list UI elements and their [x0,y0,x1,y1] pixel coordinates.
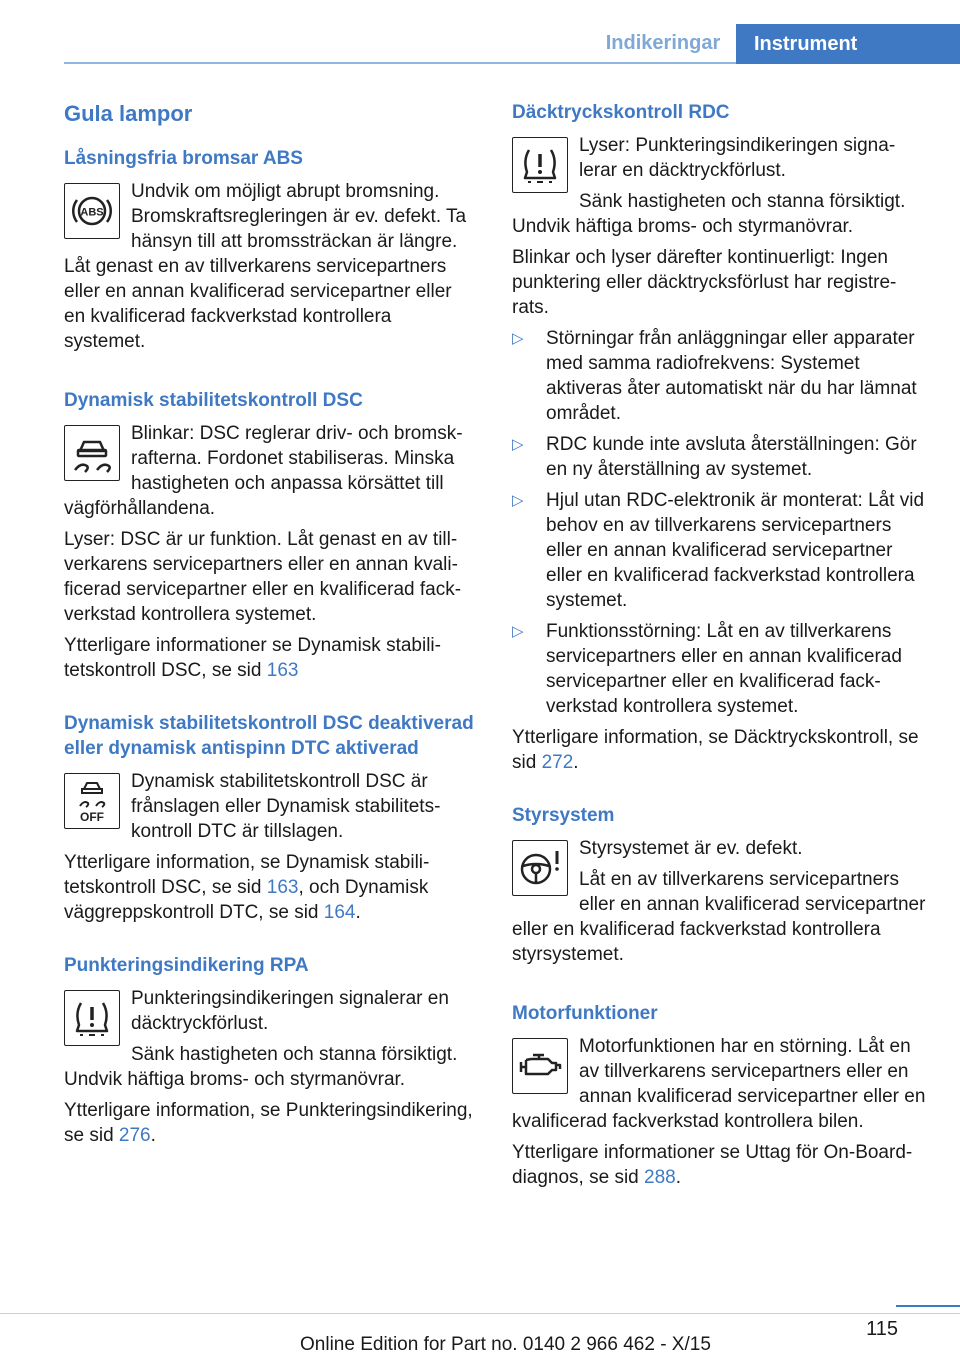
page-link[interactable]: 164 [323,902,356,923]
rpa-title: Punkteringsindikering RPA [64,955,309,976]
rpa-text-2: Sänk hastigheten och stanna försiktigt. Undvik häftiga broms- och styrmanövrar. [64,1044,458,1090]
engine-text-2: Ytterligare informationer se Uttag för On-Board-diagnos, se sid 288. [512,1142,913,1188]
abs-section [64,146,476,360]
svg-text:ABS: ABS [80,206,104,219]
dsc-off-text-2: Ytterligare information, se Dynamisk stabilitetskontroll DSC, se sid 163, och Dynamisk väggreppskontroll DTC, se sid 164. [64,852,430,923]
rpa-section [64,953,476,1148]
rdc-text-2: Sänk hastigheten och stanna försiktigt. Undvik häftiga broms- och styrmanövrar. [512,191,906,237]
list-item: ▷ Hjul utan RDC-elektronik är monterat: Låt vid behov en av tillverkarens servicepartners eller en annan kvalificerad servicepartner eller en kvalificerad fackverkstad kontrollera systemet. [512,490,925,611]
list-item: ▷ RDC kunde inte avsluta återställningen: Gör en ny återställning av systemet. [512,434,917,480]
engine-text-1: Motorfunktionen har en störning. Låt en av tillverkarens servicepartners eller en annan kvalificerad servicepartner eller en kvalificerad fackverkstad kontrollera bilen. [512,1036,926,1132]
rdc-text-1: Lyser: Punkteringsindikeringen signalerar en däcktryckförlust. [579,135,896,181]
steering-title: Styrsystem [512,805,615,826]
tire-pressure-icon [512,137,568,193]
abs-text: Undvik om möjligt abrupt bromsning. Bromskraftsregleringen är ev. defekt. Ta hänsyn till att bromssträckan är längre. Låt genast en av tillverkarens servicepartners eller en annan kvalificerad servicepartner eller en kvalificerad fackverkstad kontrollera systemet. [64,181,467,352]
footer-accent-rule [896,1305,960,1307]
triangle-bullet-icon: ▷ [512,623,524,640]
page-link[interactable]: 163 [266,660,299,681]
triangle-bullet-icon: ▷ [512,330,524,347]
tab-instrument[interactable]: Instrument [736,24,960,64]
tire-pressure-icon [64,990,120,1046]
dsc-skid-icon [64,425,120,481]
rdc-text-3: Blinkar och lyser därefter kontinuerligt: Ingen punktering eller däcktrycksförlust har registrerats. [512,247,897,318]
engine-check-icon [512,1038,568,1094]
page-link[interactable]: 276 [118,1125,151,1146]
steering-warning-icon [512,840,568,896]
abs-title: Låsningsfria bromsar ABS [64,148,303,169]
triangle-bullet-icon: ▷ [512,436,524,453]
rpa-text-1: Punkteringsindikeringen signalerar en däcktryckförlust. [131,988,449,1034]
dsc-off-section [64,711,476,925]
rdc-title: Däcktryckskontroll RDC [512,102,730,123]
right-column [512,100,926,1218]
footer-rule [0,1313,960,1314]
triangle-bullet-icon: ▷ [512,492,524,509]
dsc-text-1: Blinkar: DSC reglerar driv- och bromskrafterna. Fordonet stabiliseras. Minska hastigheten och anpassa körsättet till vägförhållandena. [64,423,463,519]
list-item: ▷ Störningar från anläggningar eller apparater med samma radiofrekvens: Systemet aktiveras åter automatiskt när du har lämnat området. [512,328,917,424]
dsc-section [64,388,476,683]
dsc-off-title: Dynamisk stabilitetskontroll DSC deaktiverad eller dynamisk antispinn DTC aktiverad [64,713,474,759]
page-link[interactable]: 163 [266,877,299,898]
rdc-text-4: Ytterligare information, se Däcktryckskontroll, se sid 272. [512,727,919,773]
steering-text-2: Låt en av tillverkarens servicepartners eller en annan kvalificerad servicepartner eller en kvalificerad fackverkstad kontrollera styrsystemet. [512,869,926,965]
engine-section [512,1001,926,1190]
dsc-off-icon [64,773,120,829]
page-link[interactable]: 288 [644,1167,676,1188]
tab-indikeringar[interactable]: Indikeringar [605,32,721,54]
dsc-off-text-1: Dynamisk stabilitetskontroll DSC är frånslagen eller Dynamisk stabilitetskontroll DTC är tillslagen. [131,771,441,842]
rpa-text-3: Ytterligare information, se Punkteringsindikering, se sid 276. [64,1100,473,1146]
section-heading: Gula lampor [64,101,193,126]
page-number: 115 [866,1318,898,1340]
steering-section [512,803,926,973]
left-column [64,100,476,1176]
svg-text:OFF: OFF [80,810,104,824]
dsc-text-3: Ytterligare informationer se Dynamisk stabilitetskontroll DSC, se sid 163 [64,635,441,681]
edition-footer: Online Edition for Part no. 0140 2 966 462 - X/15 [300,1334,711,1355]
engine-title: Motorfunktioner [512,1003,658,1024]
dsc-title: Dynamisk stabilitetskontroll DSC [64,390,363,411]
list-item: ▷ Funktionsstörning: Låt en av tillverkarens servicepartners eller en annan kvalificerad servicepartner eller en kvalificerad fackverkstad kontrollera systemet. [512,621,902,717]
rdc-bullet-list [512,326,926,719]
rdc-section [512,100,926,775]
abs-warning-icon [64,183,120,239]
page-link[interactable]: 272 [541,752,574,773]
dsc-text-2: Lyser: DSC är ur funktion. Låt genast en av tillverkarens servicepartners eller en annan kvalificerad servicepartner eller en kvalificerad fackverkstad kontrollera systemet. [64,529,462,625]
steering-text-1: Styrsystemet är ev. defekt. [579,838,803,859]
